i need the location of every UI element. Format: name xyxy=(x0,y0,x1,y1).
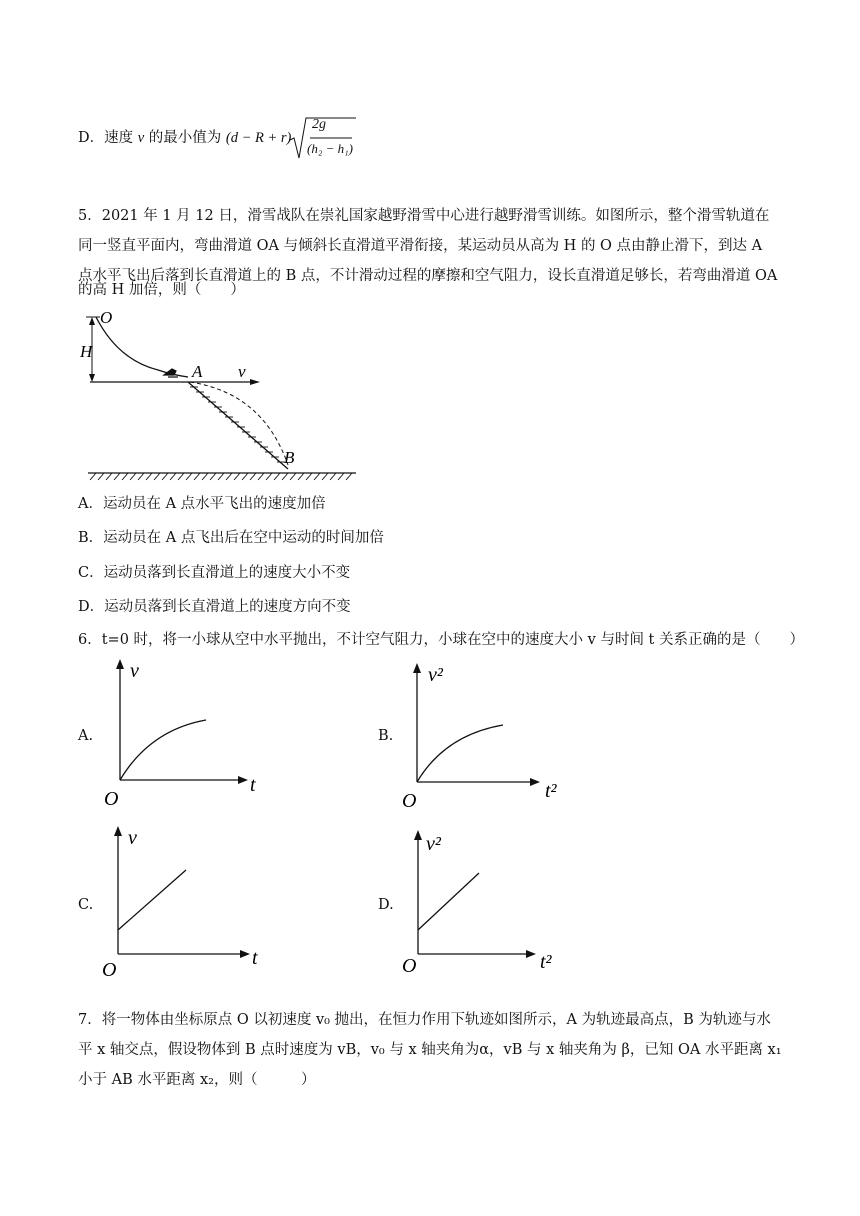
q4-optd-v: v xyxy=(137,130,145,146)
q5-label-h: H xyxy=(80,342,93,361)
q6-graph-b-curve xyxy=(417,725,503,782)
q6-graph-c-line xyxy=(118,870,186,930)
q6-graph-d-line xyxy=(418,873,479,930)
q5-incline xyxy=(188,382,288,469)
q6-graph-d-xlabel: t² xyxy=(540,951,552,973)
q6-graph-b-ylabel: v² xyxy=(428,664,443,686)
q5-stem-line1: 5．2021 年 1 月 12 日，滑雪战队在崇礼国家越野滑雪中心进行越野滑雪训练。如图所示，整个滑雪轨道在 xyxy=(78,208,770,224)
q6-graph-a-letter: A. xyxy=(78,728,94,744)
q6-graph-c-origin: O xyxy=(102,959,117,980)
q4-option-d xyxy=(78,128,291,148)
q5-option-d: D．运动员落到长直滑道上的速度方向不变 xyxy=(78,599,351,615)
q5-option-a: A．运动员在 A 点水平飞出的速度加倍 xyxy=(78,496,326,512)
q4-optd-expr: (d − R + r) xyxy=(225,130,292,146)
q5-figure xyxy=(78,305,368,485)
q6-graph-c-ylabel: v xyxy=(128,827,137,849)
q6-stem: 6．t=0 时，将一小球从空中水平抛出，不计空气阻力，小球在空中的速度大小 v 与时间 t 关系正确的是（ ） xyxy=(78,632,804,648)
q6-graph-c-xlabel: t xyxy=(252,947,258,969)
q4-sqrt-den: (h₂ − h₁) xyxy=(307,141,353,156)
q7-stem-line2: 平 x 轴交点，假设物体到 B 点时速度为 vB，v₀ 与 x 轴夹角为α，vB 与 x 轴夹角为 β，已知 OA 水平距离 x₁ xyxy=(78,1042,782,1058)
q7-stem-line1: 7．将一物体由坐标原点 O 以初速度 v₀ 抛出，在恒力作用下轨迹如图所示，A 为轨迹最高点，B 为轨迹与水 xyxy=(78,1012,771,1028)
q5-label-a: A xyxy=(192,362,203,381)
q6-graph-c-letter: C. xyxy=(78,897,94,913)
q5-stem-line2: 同一竖直平面内，弯曲滑道 OA 与倾斜长直滑道平滑衔接，某运动员从高为 H 的 O 点由静止滑下，到达 A xyxy=(78,238,763,254)
q6-graph-c xyxy=(100,820,270,980)
q4-sqrt-num: 2g xyxy=(312,117,326,132)
q6-graph-a-origin: O xyxy=(104,788,119,810)
q4-optd-prefix: D．速度 xyxy=(78,130,134,146)
q5-label-o: O xyxy=(100,308,113,327)
q6-graph-a-curve xyxy=(120,720,206,780)
q5-option-c: C．运动员落到长直滑道上的速度大小不变 xyxy=(78,565,351,581)
q6-graph-b-origin: O xyxy=(402,790,417,810)
q6-graph-a xyxy=(100,655,270,810)
q5-ground-hatch xyxy=(90,473,352,480)
q5-option-b: B．运动员在 A 点飞出后在空中运动的时间加倍 xyxy=(78,530,384,546)
q6-graph-d-origin: O xyxy=(402,955,417,977)
q5-stem-line4: 的高 H 加倍，则（ ） xyxy=(78,282,245,298)
q6-graph-d xyxy=(400,820,570,980)
q7-stem-line3: 小于 AB 水平距离 x₂，则（ ） xyxy=(78,1072,316,1088)
q6-graph-a-ylabel: v xyxy=(130,660,139,682)
q6-graph-b-letter: B. xyxy=(378,728,394,744)
q6-graph-d-letter: D. xyxy=(378,897,394,913)
q6-graph-a-xlabel: t xyxy=(250,774,256,796)
q5-label-v: v xyxy=(238,362,246,381)
q6-graph-d-ylabel: v² xyxy=(426,833,441,855)
q6-graph-b xyxy=(400,655,570,810)
q4-optd-mid: 的最小值为 xyxy=(148,130,222,146)
q5-stem-line3: 点水平飞出后落到长直滑道上的 B 点，不计滑动过程的摩擦和空气阻力，设长直滑道足够长，若弯曲滑道 OA xyxy=(78,268,778,284)
q6-graph-b-xlabel: t² xyxy=(545,780,557,802)
q5-trajectory xyxy=(190,382,288,465)
q5-skier xyxy=(164,369,178,377)
q5-label-b: B xyxy=(284,448,295,467)
